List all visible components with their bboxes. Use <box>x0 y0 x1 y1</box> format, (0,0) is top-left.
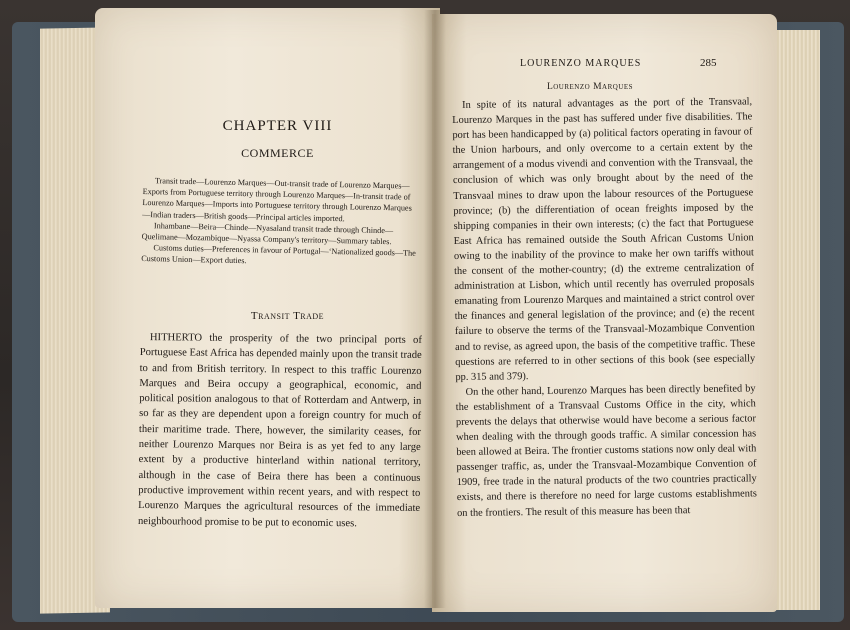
chapter-title: CHAPTER VIII <box>222 118 333 134</box>
section-heading-lourenzo-marques: Lourenzo Marques <box>546 82 634 92</box>
right-body-text <box>452 94 757 520</box>
body-paragraph: HITHERTO the prosperity of the two principal ports of Portuguese East Africa has depended mainly upon the transit trade to and from British territory. In respect to this traffic Lourenzo Marques and Beira occupy a geographical, economic, and political position analogous to that of Rotterdam and Antwerp, in so far as they are dependent upon a foreign country for much of their maritime trade. There, however, the similarity ceases, for neither Lourenzo Marques nor Beira is as yet fed to any large extent by a productive hinterland within national territory, although in the case of Beira there has been a continuous productive improvement within recent years, and with respect to Lourenzo Marques the agricultural resources of the immediate neighbourhood promise to be put to economic uses. <box>137 332 422 529</box>
summary-paragraph: Customs duties—Preferences in favour of Portugal—‘Nationalized goods—The Customs Union—Export duties. <box>141 243 416 266</box>
body-paragraph: In spite of its natural advantages as the port of the Transvaal, Lourenzo Marques in the past has suffered under five disabilities. The port has been handicapped by (a) political factors operating in favour of the Union harbours, and only overcome to a certain extent by the arrangement of a modus vivendi and convention with the Transvaal, the conclusion of which was only brought about by the need of the Transvaal mines to draw upon the labour resources of the Portuguese province; (b) the differentiation of ocean freights imposed by the shipping companies in their own interests; (c) the fact that Portuguese East Africa has remained outside the South African Customs Union owing to the inability of the province to make her own tariffs without the consent of the mother-country; (d) the extreme centralization of administration at Lisbon, which until recently has overruled proposals emanating from Lourenzo Marques and maintained a strict control over the finances and general legislation of the province; and (e) the recent failure to observe the terms of the Transvaal-Mozambique Convention and to revise, as agreed upon, the basis of the competitive traffic. These questions are referred to in other sections of this book (see especially pp. 315 and 379). <box>452 96 756 383</box>
chapter-summary <box>141 175 418 270</box>
running-head: LOURENZO MARQUES <box>520 58 642 69</box>
summary-paragraph: Transit trade—Lourenzo Marques—Out-transit trade of Lourenzo Marques—Exports from Portuguese territory through Lourenzo Marques—In-transit trade of Lourenzo Marques—Imports into Portuguese territory through Lourenzo Marques—Indian traders—British goods—Principal articles imported. <box>142 176 412 223</box>
chapter-subtitle: COMMERCE <box>241 146 314 160</box>
left-body-text <box>138 330 422 532</box>
book-gutter <box>424 10 446 608</box>
summary-paragraph: Inhambane—Beira—Chinde—Nyasaland transit trade through Chinde—Quelimane—Mozambique—Nyassa Company's territory—Summary tables. <box>141 221 394 247</box>
page-number: 285 <box>700 57 717 69</box>
body-paragraph: On the other hand, Lourenzo Marques has been directly benefited by the establishment of a Transvaal Customs Office in the city, which prevents the delays that otherwise would have become a serious factor when dealing with the through goods traffic. A similar concession has been allowed at Beira. The frontier customs stations now only deal with passenger traffic, as, under the Transvaal-Mozambique Convention of 1909, free trade in the natural products of the two countries practically exists, and there is therefore no need for large customs establishments on the frontiers. The result of this measure has been that <box>455 383 757 519</box>
section-heading-transit-trade: Transit Trade <box>250 310 325 322</box>
